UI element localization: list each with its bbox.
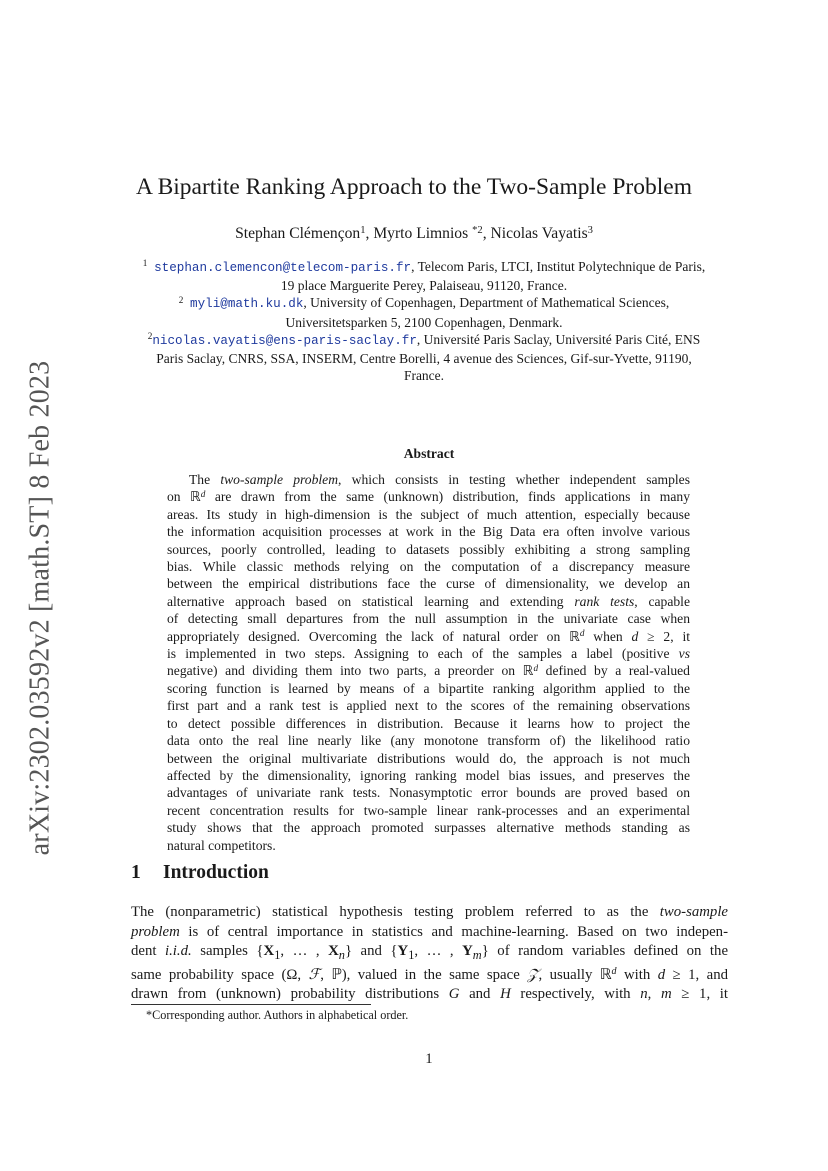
text-line: the information acquisition processes at work in the Big Data era often involve various <box>167 524 690 540</box>
text-line: is implemented in two steps. Assigning to each of the samples a label (positive vs <box>167 646 690 662</box>
affiliation-address: Paris Saclay, CNRS, SSA, INSERM, Centre Borelli, 4 avenue des Sciences, Gif-sur-Yvette, 91190, <box>156 351 692 367</box>
text-line: problem is of central importance in statistics and machine-learning. Based on two indepen- <box>131 923 728 940</box>
author-mark: *2 <box>472 224 483 236</box>
intro-body <box>131 903 728 1005</box>
footnote: *Corresponding author. Authors in alphabetical order. <box>146 1008 409 1022</box>
text-line: negative) and dividing them into two parts, a preorder on ℝ$^d$ defined by a real-valued <box>167 662 690 679</box>
footnote-rule <box>131 1004 371 1005</box>
email-link[interactable]: nicolas.vayatis@ens-paris-saclay.fr <box>152 333 417 348</box>
affiliations <box>120 258 728 384</box>
text-line: dent i.i.d. samples {$X_1$, … , $X_n$} and {$Y_1$, … , $Y_m$} of random variables defined on the <box>131 943 729 963</box>
author-name: Stephan Clémençon <box>235 225 361 242</box>
text-line: of detecting small departures from the null assumption in the univariate case when <box>167 611 690 627</box>
affiliation-address: Universitetsparken 5, 2100 Copenhagen, Denmark. <box>285 314 563 330</box>
text-line: The two-sample problem, which consists in testing whether independent samples <box>189 472 690 487</box>
text-line: appropriately designed. Overcoming the lack of natural order on ℝ$^d$ when d ≥ 2, it <box>167 628 691 644</box>
abstract-body <box>167 471 690 854</box>
section-heading <box>131 862 269 884</box>
author-list: Stephan Clémençon$^1$, Myrto Limnios $^{*2}$, Nicolas Vayatis$^3$ <box>235 224 593 242</box>
text-line: on ℝ$^d$ are drawn from the same (unknown) distribution, finds applications in many <box>167 488 691 505</box>
arxiv-identifier: arXiv:2302.03592v2 [math.ST] 8 Feb 2023 <box>24 360 55 855</box>
affiliation-country: France. <box>403 368 445 384</box>
email-link[interactable]: stephan.clemencon@telecom-paris.fr <box>154 261 412 275</box>
affiliation-mark: 1 <box>142 258 148 269</box>
text-line: same probability space (Ω, ℱ, ℙ), valued in the same space 𝒵, usually ℝ$^d$ with d ≥ 1, and <box>131 965 728 983</box>
page-number: 1 <box>425 1051 433 1067</box>
text-line: between the original multivariate distributions would do, the approach is not much <box>167 750 690 766</box>
affiliation-item <box>120 331 728 385</box>
section-number: 1 <box>131 862 141 883</box>
affiliation-text: , Université Paris Saclay, Université Paris Cité, ENS <box>416 331 701 347</box>
author-name: Myrto Limnios <box>373 225 469 242</box>
text-line: recent concentration results for two-sample linear rank-processes and an experimental <box>167 802 690 818</box>
text-line: scoring function is learned by means of a bipartite ranking algorithm applied to the <box>167 680 690 696</box>
text-line: bias. While classic methods relying on the computation of a discrepancy measure <box>167 559 690 575</box>
abstract-heading: Abstract <box>403 446 455 461</box>
affiliation-address: 19 place Marguerite Perey, Palaiseau, 91120, France. <box>280 278 568 294</box>
text-line: data onto the real line nearly like (any monotone transform of) the likelihood ratio <box>167 733 690 749</box>
affiliation-mark: 2 <box>178 294 184 305</box>
text-line: to detect possible differences in distribution. Because it learns how to project the <box>167 715 690 731</box>
text-line: alternative approach based on statistical learning and extending rank tests, capable <box>167 593 690 609</box>
text-line: study shows that the approach promoted surpasses alternative methods standing as <box>167 820 690 836</box>
email-link[interactable]: myli@math.ku.dk <box>190 297 304 312</box>
text-line: The (nonparametric) statistical hypothesis testing problem referred to as the two-sample <box>131 904 728 920</box>
text-line: natural competitors. <box>167 837 276 853</box>
paper-title: A Bipartite Ranking Approach to the Two-Sample Problem <box>136 174 692 200</box>
arxiv-sidebar <box>16 355 64 860</box>
text-line: advantages of univariate rank tests. Nonasymptotic error bounds are proved based on <box>167 785 690 801</box>
text-line: first part and a rank test is applied next to the scores of the remaining observations <box>167 698 690 714</box>
author-mark: 1 <box>360 224 366 236</box>
affiliation-text: , Telecom Paris, LTCI, Institut Polytechnique de Paris, <box>411 259 706 274</box>
author-name: Nicolas Vayatis <box>490 225 588 242</box>
affiliation-text: , University of Copenhagen, Department of Mathematical Sciences, <box>303 295 670 311</box>
text-line: sources, poorly controlled, leading to datasets possibly exhibiting a strong sampling <box>167 541 690 557</box>
text-line: areas. Its study in high-dimension is the subject of much attention, especially because <box>167 506 690 522</box>
author-mark: 3 <box>587 224 593 236</box>
affiliation-item <box>120 258 728 294</box>
affiliation-item <box>120 294 728 330</box>
affiliation-mark: 2 <box>147 331 153 342</box>
text-line: between the empirical distributions face the curse of dimensionality, we develop an <box>167 576 690 592</box>
text-line: drawn from (unknown) probability distributions G and H respectively, with n, m ≥ 1, it <box>131 986 728 1003</box>
section-title: Introduction <box>163 862 269 883</box>
text-line: affected by the dimensionality, ignoring ranking model bias issues, and preserves the <box>167 767 690 783</box>
